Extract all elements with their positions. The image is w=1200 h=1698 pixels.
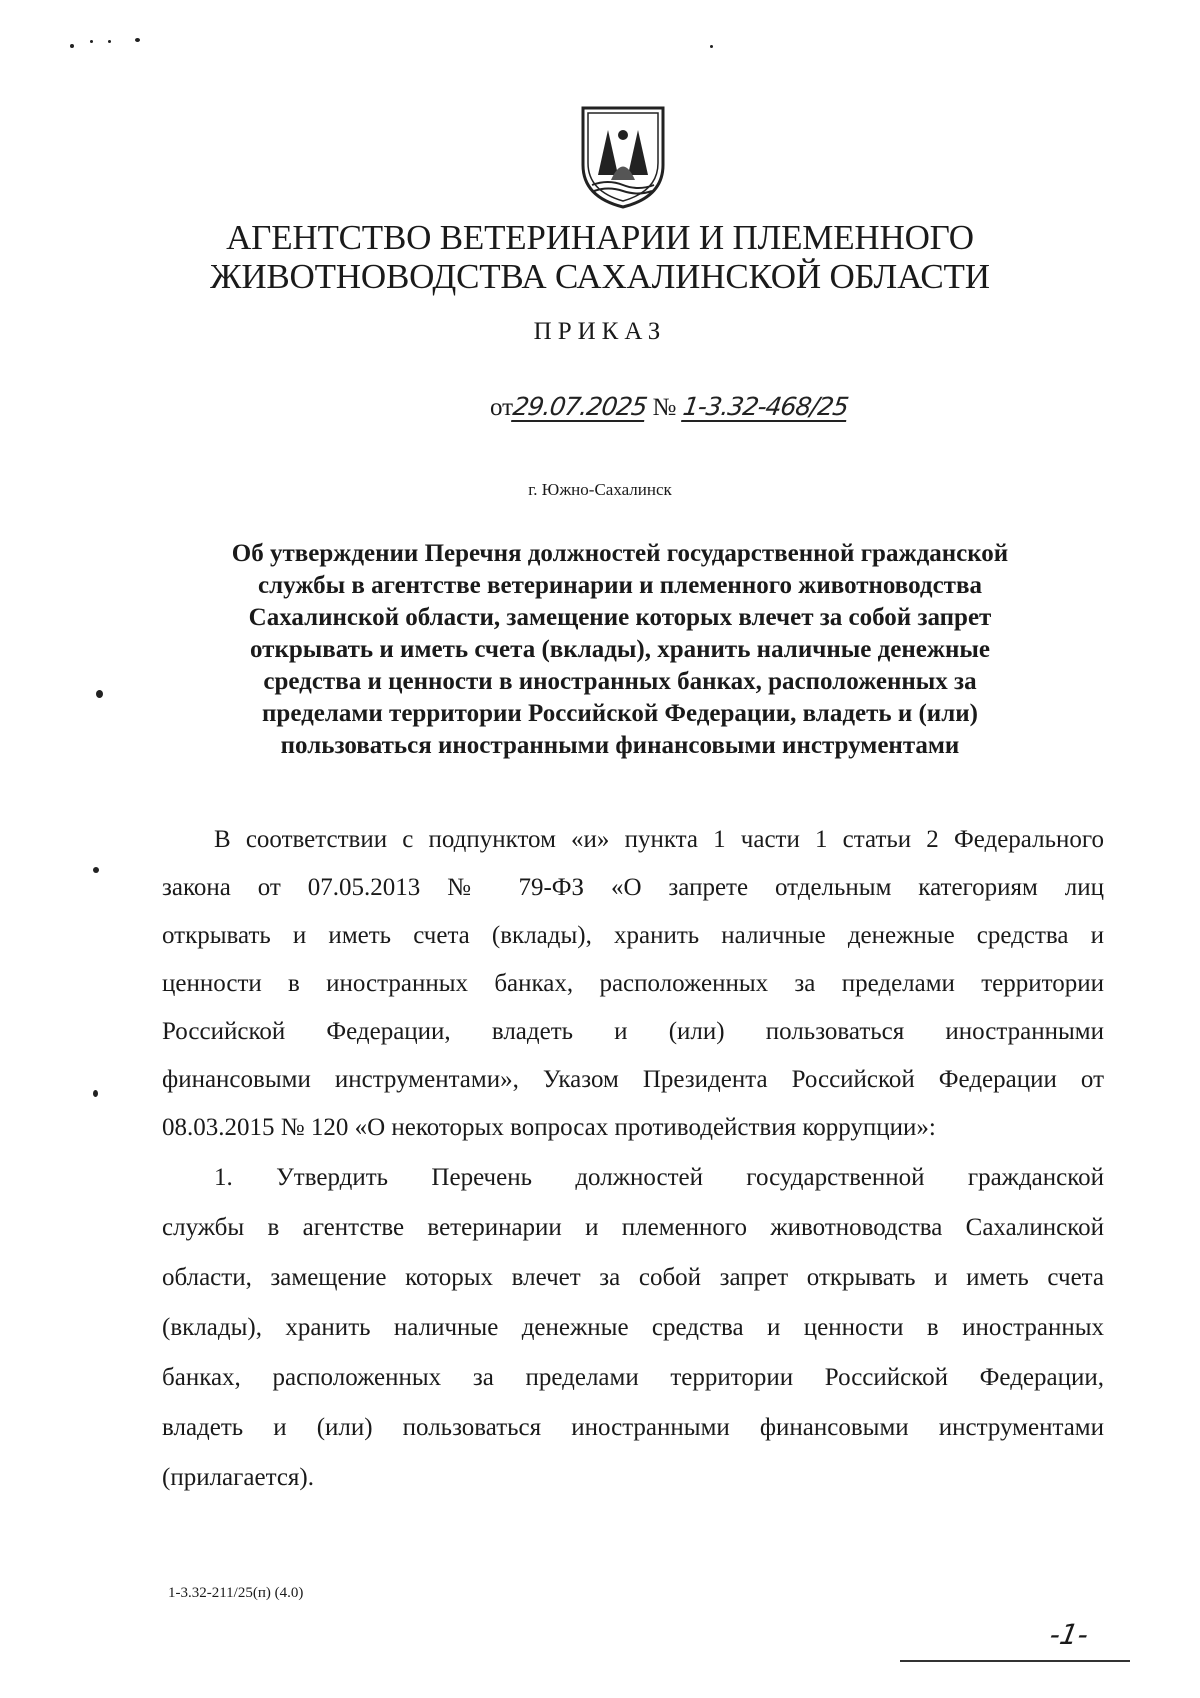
footer-rule: [900, 1660, 1130, 1662]
body-line: области, замещение которых влечет за собой запрет открывать и иметь счета: [162, 1264, 1104, 1291]
body-line: открывать и иметь счета (вклады), хранить наличные денежные средства и: [162, 922, 1104, 949]
title-line: службы в агентстве ветеринарии и племенного животноводства: [258, 572, 982, 599]
scan-speck: [135, 38, 140, 42]
scan-speck: [96, 690, 103, 698]
title-line: открывать и иметь счета (вклады), хранить наличные денежные: [250, 636, 990, 663]
title-line: пределами территории Российской Федерации, владеть и (или): [262, 700, 978, 727]
body-line: финансовыми инструментами», Указом Президента Российской Федерации от: [162, 1066, 1104, 1093]
document-title: [160, 538, 1080, 762]
scan-speck: [93, 867, 99, 873]
body-line: В соответствии с подпунктом «и» пункта 1 части 1 статьи 2 Федерального: [214, 826, 1104, 853]
handwritten-date: 29.07.2025: [511, 392, 649, 421]
body-line: службы в агентстве ветеринарии и племенного животноводства Сахалинской: [162, 1214, 1104, 1241]
agency-name-line1: АГЕНТСТВО ВЕТЕРИНАРИИ И ПЛЕМЕННОГО: [226, 218, 974, 257]
body-line: Российской Федерации, владеть и (или) пользоваться иностранными: [162, 1018, 1104, 1045]
scan-speck: [108, 40, 111, 43]
body-line: 1. Утвердить Перечень должностей государственной гражданской: [214, 1164, 1104, 1191]
body-line: владеть и (или) пользоваться иностранными финансовыми инструментами: [162, 1414, 1104, 1441]
scan-speck: [90, 40, 93, 43]
body-line: ценности в иностранных банках, расположенных за пределами территории: [162, 970, 1104, 997]
body-line: (прилагается).: [162, 1464, 315, 1491]
page-number: -1-: [1047, 1618, 1091, 1651]
footer-code: 1-3.32-211/25(п) (4.0): [168, 1585, 304, 1601]
order-number-line: [490, 392, 850, 422]
body-line: (вклады), хранить наличные денежные средства и ценности в иностранных: [162, 1314, 1104, 1341]
coat-of-arms-icon: [578, 105, 668, 210]
body-line: закона от 07.05.2013 № 79-ФЗ «О запрете отдельным категориям лиц: [162, 874, 1104, 901]
scan-speck: [93, 1090, 98, 1097]
number-prefix: №: [652, 394, 677, 421]
title-line: Сахалинской области, замещение которых влечет за собой запрет: [248, 604, 992, 631]
document-type: ПРИКАЗ: [533, 318, 667, 345]
body-line: банках, расположенных за пределами территории Российской Федерации,: [162, 1364, 1104, 1391]
title-line: средства и ценности в иностранных банках, расположенных за: [263, 668, 977, 695]
title-line: пользоваться иностранными финансовыми инструментами: [280, 732, 960, 759]
scan-speck: [710, 45, 713, 48]
body-line: 08.03.2015 № 120 «О некоторых вопросах противодействия коррупции»:: [162, 1114, 936, 1141]
handwritten-number: 1-3.32-468/25: [680, 392, 850, 421]
title-line: Об утверждении Перечня должностей государственной гражданской: [231, 540, 1009, 567]
scan-speck: [70, 44, 74, 48]
agency-name-line2: ЖИВОТНОВОДСТВА САХАЛИНСКОЙ ОБЛАСТИ: [210, 257, 990, 296]
city: г. Южно-Сахалинск: [528, 480, 672, 499]
date-prefix: от: [490, 394, 514, 421]
